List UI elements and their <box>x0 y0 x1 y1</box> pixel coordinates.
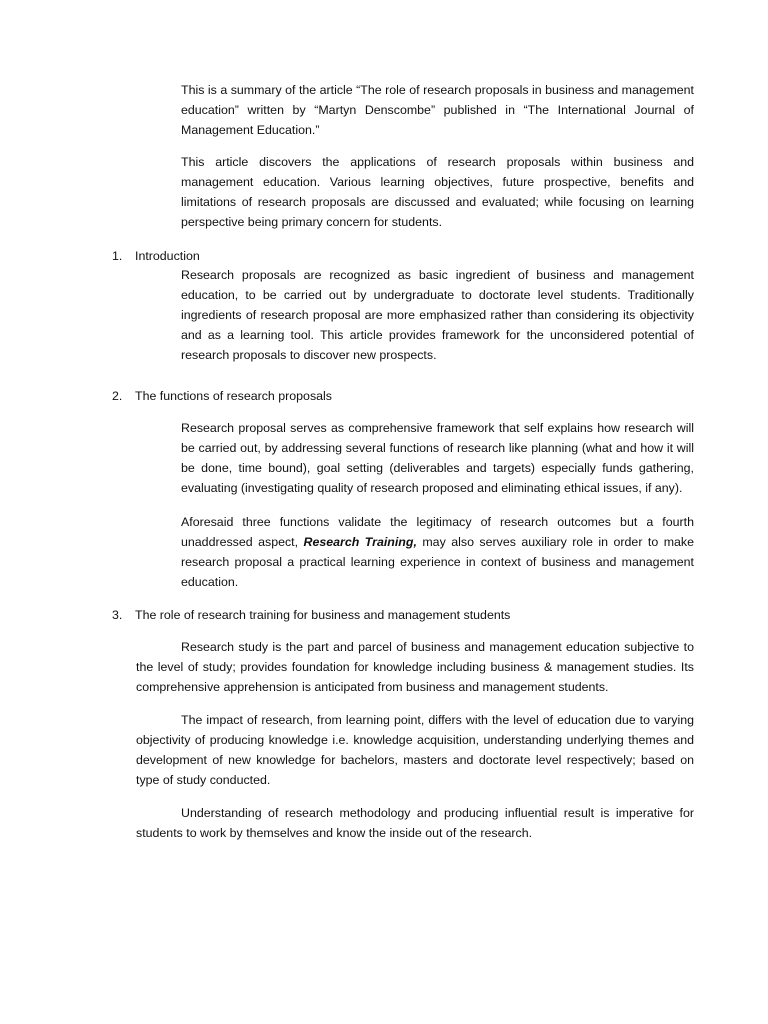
section-number: 1. <box>112 249 123 263</box>
section-title: The functions of research proposals <box>135 389 332 403</box>
section-title: The role of research training for business and management students <box>135 608 511 622</box>
section-3-paragraph-3: Understanding of research methodology and producing influential result is imperative for students to work by themselves and know the inside out of the research. <box>136 806 694 840</box>
section-number: 2. <box>112 389 123 403</box>
section-heading-introduction <box>112 246 200 266</box>
section-3-paragraph-1: Research study is the part and parcel of business and management education subjective to the level of study; provides foundation for knowledge including business & management studies. Its comprehensive apprehension is anticipated from business and management students. <box>136 640 694 694</box>
intro-paragraph-2: This article discovers the applications of research proposals within business and management education. Various learning objectives, future prospective, benefits and limitations of research proposals are discussed and evaluated; while focusing on learning perspective being primary concern for students. <box>181 155 694 229</box>
section-number: 3. <box>112 608 123 622</box>
section-2-paragraph-1: Research proposal serves as comprehensive framework that self explains how research will be carried out, by addressing several functions of research like planning (what and how it will be done, time bound), goal setting (deliverables and targets) especially funds gathering, evaluating (investigating quality of research proposed and eliminating ethical issues, if any). <box>181 421 694 495</box>
paragraph-text: Aforesaid three functions validate the legitimacy of research outcomes but a fourth unaddressed aspect, <box>181 515 694 549</box>
emphasis-research-training: Research Training, <box>303 535 417 549</box>
section-3-paragraph-2: The impact of research, from learning point, differs with the level of education due to varying objectivity of producing knowledge i.e. knowledge acquisition, understanding underlying themes and development of new knowledge for bachelors, masters and doctorate level respectively; based on type of study conducted. <box>136 713 694 787</box>
section-1-paragraph-1: Research proposals are recognized as basic ingredient of business and management education, to be carried out by undergraduate to doctorate level students. Traditionally ingredients of research proposal are more emphasized rather than considering its objectivity and as a learning tool. This article provides framework for the unconsidered potential of research proposals to discover new prospects. <box>181 268 694 362</box>
section-heading-research-training <box>112 605 510 625</box>
intro-paragraph-1: This is a summary of the article “The role of research proposals in business and management education” written by “Martyn Denscombe” published in “The International Journal of Management Education.” <box>181 83 694 137</box>
section-title: Introduction <box>135 249 200 263</box>
paragraph-text: may also serves auxiliary role in order to make research proposal a practical learning experience in context of business and management education. <box>181 535 695 589</box>
section-2-paragraph-2 <box>181 512 694 592</box>
section-heading-functions <box>112 386 332 406</box>
